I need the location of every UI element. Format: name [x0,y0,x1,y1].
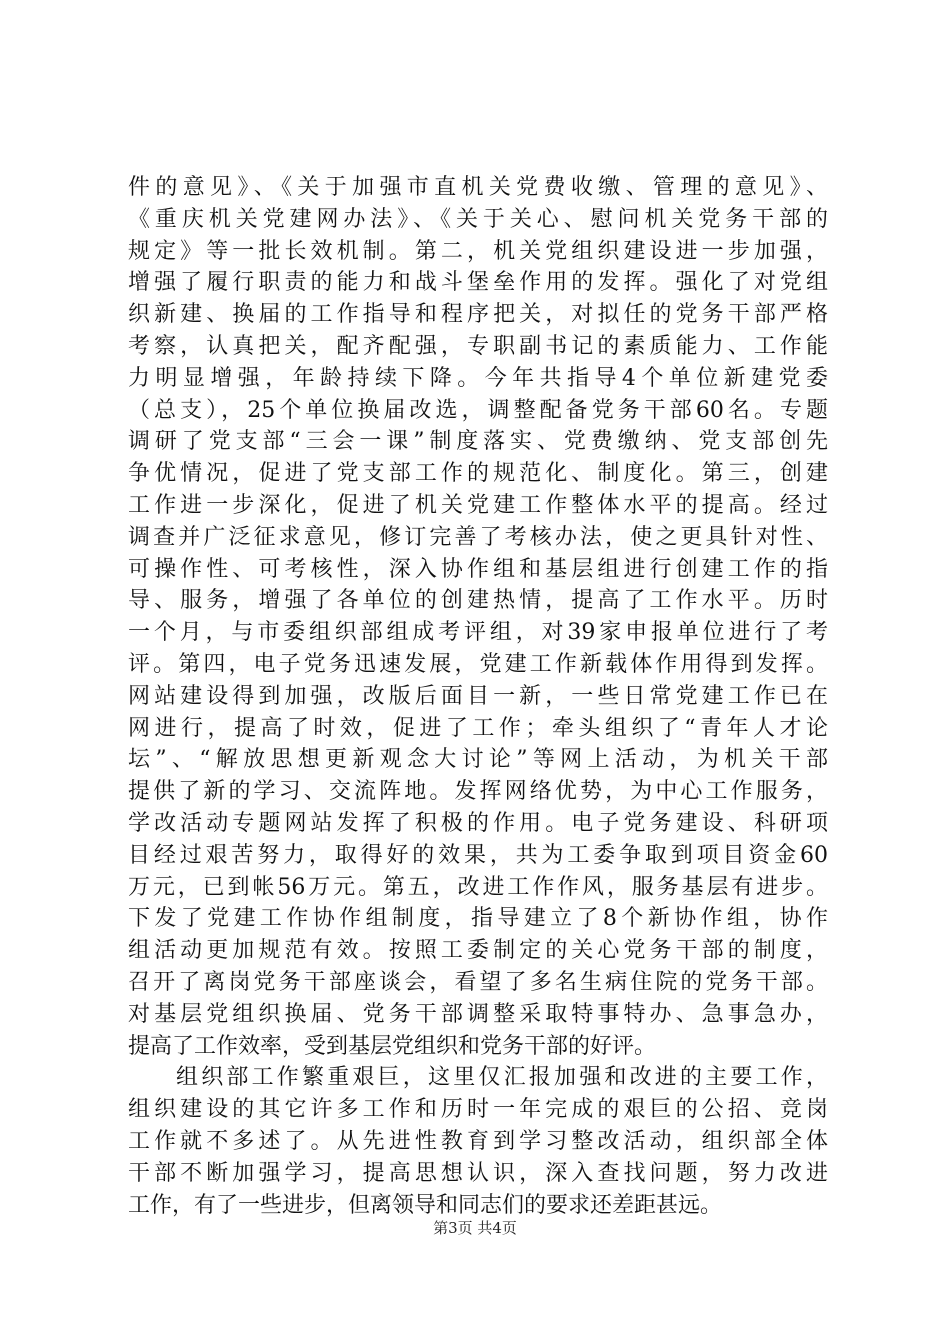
text-line: 组织部工作繁重艰巨，这里仅汇报加强和改进的主要工作， [176,1065,828,1091]
text-line: 调查并广泛征求意见，修订完善了考核办法，使之更具针对性、 [128,524,828,550]
text-line: 《重庆机关党建网办法》、《关于关心、慰问机关党务干部的 [128,206,828,232]
text-line: 增强了履行职责的能力和战斗堡垒作用的发挥。强化了对党组 [128,270,828,296]
text-line: 规定》等一批长效机制。第二，机关党组织建设进一步加强， [128,238,828,264]
text-line: 力明显增强，年龄持续下降。今年共指导4个单位新建党委 [128,365,828,391]
text-line: 可操作性、可考核性，深入协作组和基层组进行创建工作的指 [128,556,828,582]
paragraph [128,172,828,1062]
text-line: 组活动更加规范有效。按照工委制定的关心党务干部的制度， [128,938,828,964]
text-line: 工作进一步深化，促进了机关党建工作整体水平的提高。经过 [128,492,828,518]
text-line: 提供了新的学习、交流阵地。发挥网络优势，为中心工作服务， [128,779,828,805]
text-line: 网站建设得到加强，改版后面目一新，一些日常党建工作已在 [128,683,828,709]
text-line: 学改活动专题网站发挥了积极的作用。电子党务建设、科研项 [128,810,828,836]
text-line: （总支），25个单位换届改选，调整配备党务干部60名。专题 [128,397,828,423]
text-line: 万元，已到帐56万元。第五，改进工作作风，服务基层有进步。 [128,874,828,900]
text-line: 评。第四，电子党务迅速发展，党建工作新载体作用得到发挥。 [128,651,828,677]
text-line: 召开了离岗党务干部座谈会，看望了多名生病住院的党务干部。 [128,969,828,995]
text-line: 目经过艰苦努力，取得好的效果，共为工委争取到项目资金60 [128,842,828,868]
text-line: 考察，认真把关，配齐配强，专职副书记的素质能力、工作能 [128,333,828,359]
text-line: 工作就不多述了。从先进性教育到学习整改活动，组织部全体 [128,1128,828,1154]
text-line: 工作，有了一些进步，但离领导和同志们的要求还差距甚远。 [128,1192,723,1218]
text-line: 一个月，与市委组织部组成考评组，对39家申报单位进行了考 [128,620,828,646]
text-line: 争优情况，促进了党支部工作的规范化、制度化。第三，创建 [128,461,828,487]
text-line: 组织建设的其它许多工作和历时一年完成的艰巨的公招、竞岗 [128,1097,828,1123]
paragraph [128,1062,828,1221]
text-line: 下发了党建工作协作组制度，指导建立了8个新协作组，协作 [128,906,828,932]
text-line: 织新建、换届的工作指导和程序把关，对拟任的党务干部严格 [128,302,828,328]
page-footer: 第3页 共4页 [433,1219,517,1237]
text-line: 件的意见》、《关于加强市直机关党费收缴、管理的意见》、 [128,175,828,200]
text-line: 网进行，提高了时效，促进了工作；牵头组织了“青年人才论 [128,715,828,741]
text-line: 坛”、“解放思想更新观念大讨论”等网上活动，为机关干部 [128,747,828,773]
text-line: 调研了党支部“三会一课”制度落实、党费缴纳、党支部创先 [128,429,828,455]
text-line: 导、服务，增强了各单位的创建热情，提高了工作水平。历时 [128,588,828,614]
text-line: 干部不断加强学习，提高思想认识，深入查找问题，努力改进 [128,1160,828,1186]
body-text [128,172,828,1221]
text-line: 对基层党组织换届、党务干部调整采取特事特办、急事急办， [128,1001,828,1027]
text-line: 提高了工作效率，受到基层党组织和党务干部的好评。 [128,1033,657,1059]
